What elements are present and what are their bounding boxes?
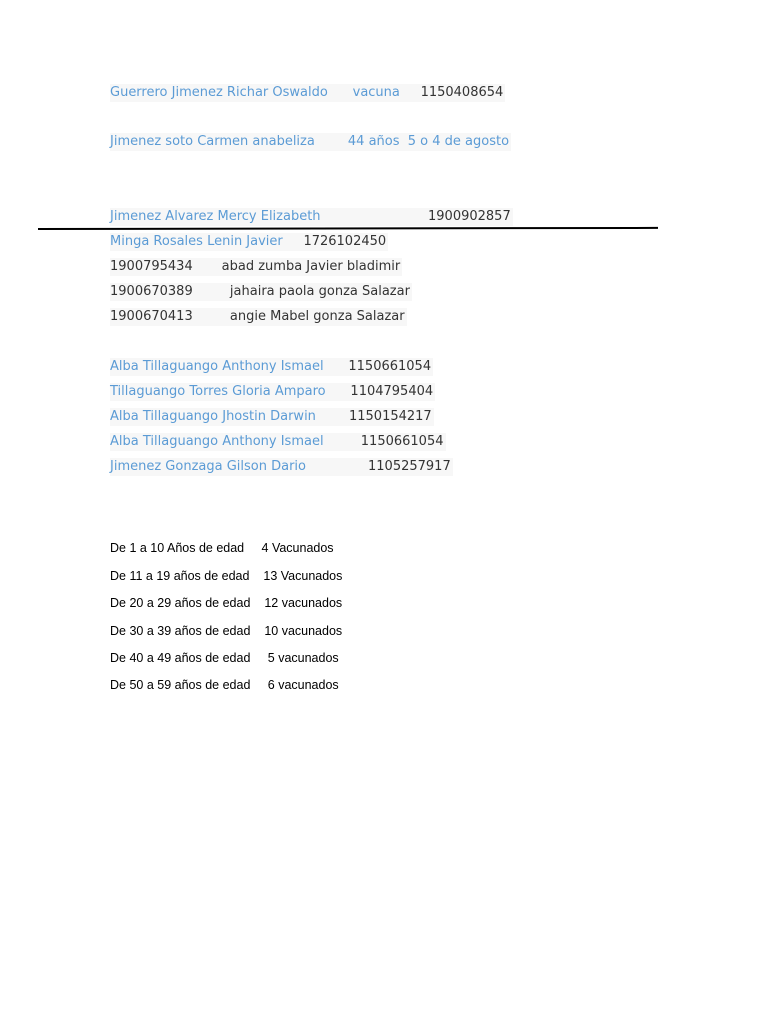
spacer xyxy=(193,284,230,299)
entry-line xyxy=(110,308,407,326)
age-range: De 20 a 29 años de edad xyxy=(110,596,251,610)
age-summary-line xyxy=(110,623,342,639)
spacer xyxy=(315,134,348,149)
age-range: De 50 a 59 años de edad xyxy=(110,678,251,692)
person-name: Alba Tillaguango Anthony Ismael xyxy=(110,359,324,374)
entry-line xyxy=(110,358,433,376)
id-number: 1150661054 xyxy=(348,359,432,374)
spacer xyxy=(250,678,267,692)
vaccinated-count: 13 Vacunados xyxy=(263,569,343,583)
spacer xyxy=(283,234,304,249)
id-number: 1150661054 xyxy=(360,434,444,449)
age-summary-line xyxy=(110,677,339,693)
entry-line xyxy=(110,258,402,276)
spacer xyxy=(193,309,230,324)
age-summary-line xyxy=(110,650,339,666)
person-name: Jimenez Gonzaga Gilson Dario xyxy=(110,459,306,474)
age-range: De 1 a 10 Años de edad xyxy=(110,541,245,555)
entry-line xyxy=(110,133,511,151)
person-name: angie Mabel gonza Salazar xyxy=(229,309,405,324)
person-name: Alba Tillaguango Anthony Ismael xyxy=(110,434,324,449)
vaccinated-count: 6 vacunados xyxy=(267,678,339,692)
id-number: 1104795404 xyxy=(350,384,434,399)
spacer xyxy=(249,569,263,583)
age-range: De 30 a 39 años de edad xyxy=(110,624,251,638)
spacer xyxy=(328,85,353,100)
id-number: 1150154217 xyxy=(348,409,432,424)
spacer xyxy=(250,596,264,610)
entry-line xyxy=(110,208,513,226)
entry-line xyxy=(110,233,388,251)
spacer xyxy=(326,384,351,399)
age-summary-line xyxy=(110,568,342,584)
age-summary-line xyxy=(110,595,342,611)
entry-line xyxy=(110,283,412,301)
spacer xyxy=(250,651,267,665)
note-text: 44 años 5 o 4 de agosto xyxy=(347,134,510,149)
spacer xyxy=(306,459,368,474)
id-number: 1105257917 xyxy=(368,459,451,474)
entry-line xyxy=(110,458,453,476)
spacer xyxy=(244,541,261,555)
vaccinated-count: 5 vacunados xyxy=(267,651,339,665)
person-name: abad zumba Javier bladimir xyxy=(221,259,401,274)
id-number: 1900902857 xyxy=(428,209,511,224)
spacer xyxy=(324,434,361,449)
spacer xyxy=(321,209,428,224)
age-range: De 11 a 19 años de edad xyxy=(110,569,250,583)
horizontal-rule xyxy=(38,227,658,230)
id-number: 1150408654 xyxy=(420,85,504,100)
id-number: 1900795434 xyxy=(110,259,193,274)
note-text: vacuna xyxy=(352,85,400,100)
person-name: Guerrero Jimenez Richar Oswaldo xyxy=(110,85,328,100)
entry-line xyxy=(110,408,434,426)
person-name: jahaira paola gonza Salazar xyxy=(229,284,410,299)
vaccinated-count: 10 vacunados xyxy=(264,624,343,638)
age-summary-line xyxy=(110,540,334,556)
id-number: 1900670389 xyxy=(110,284,193,299)
person-name: Minga Rosales Lenin Javier xyxy=(110,234,283,249)
person-name: Jimenez soto Carmen anabeliza xyxy=(110,134,315,149)
spacer xyxy=(316,409,349,424)
entry-line xyxy=(110,383,435,401)
id-number: 1726102450 xyxy=(303,234,387,249)
spacer xyxy=(324,359,349,374)
person-name: Alba Tillaguango Jhostin Darwin xyxy=(110,409,316,424)
vaccinated-count: 12 vacunados xyxy=(264,596,343,610)
spacer xyxy=(193,259,222,274)
entry-line xyxy=(110,84,505,102)
age-range: De 40 a 49 años de edad xyxy=(110,651,251,665)
person-name: Jimenez Alvarez Mercy Elizabeth xyxy=(110,209,321,224)
spacer xyxy=(400,85,421,100)
person-name: Tillaguango Torres Gloria Amparo xyxy=(110,384,326,399)
id-number: 1900670413 xyxy=(110,309,193,324)
vaccinated-count: 4 Vacunados xyxy=(261,541,334,555)
entry-line xyxy=(110,433,446,451)
spacer xyxy=(250,624,264,638)
